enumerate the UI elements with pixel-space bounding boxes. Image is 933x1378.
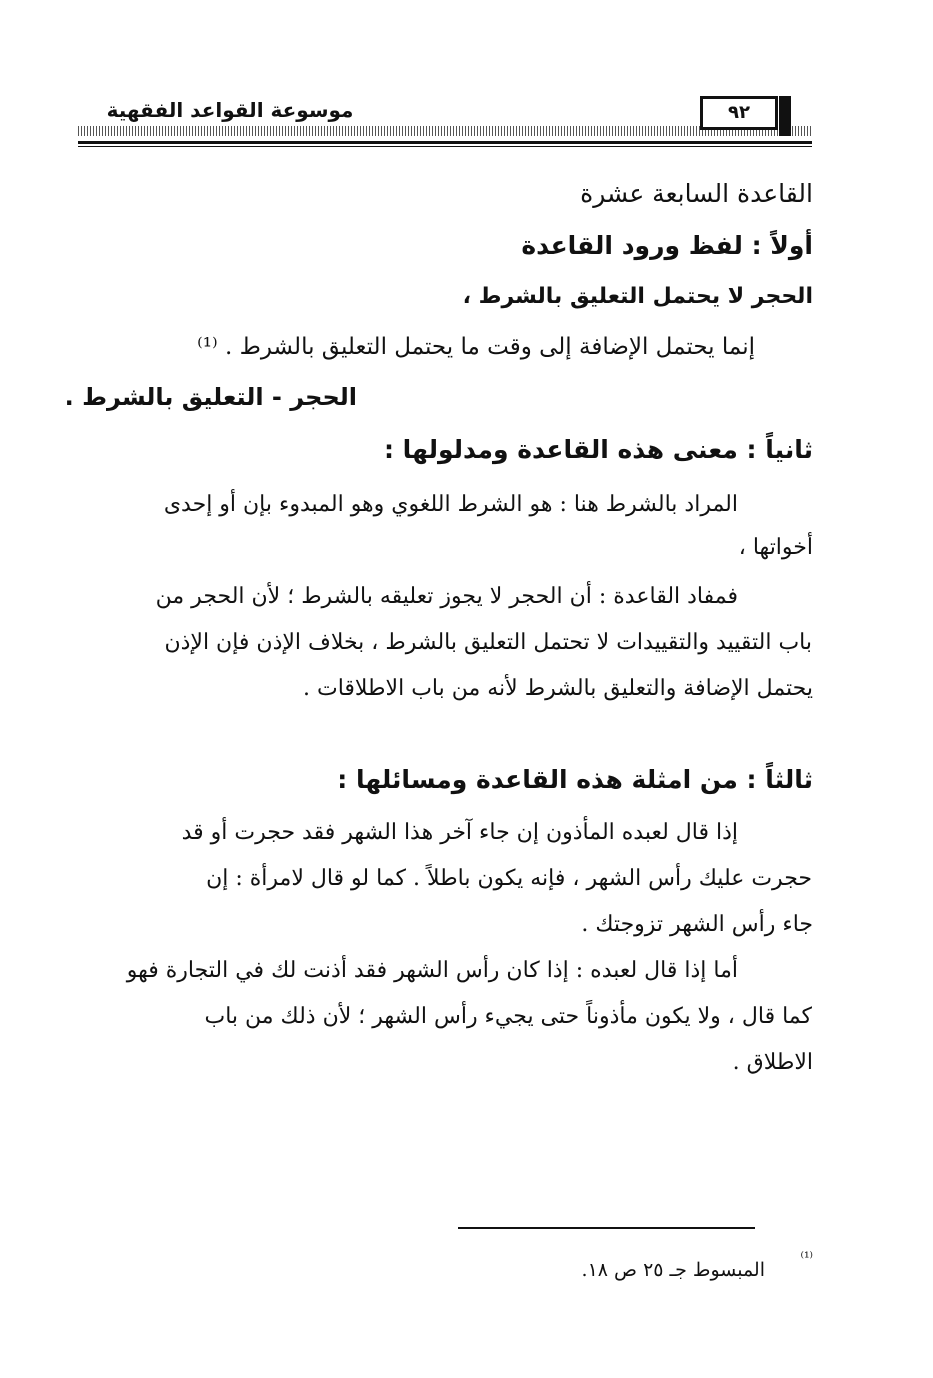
benefit-line-3: يحتمل الإضافة والتعليق بالشرط لأنه من باب الاطلاقات . (303, 676, 813, 701)
header-rule (78, 141, 812, 144)
meaning-line-1: المراد بالشرط هنا : هو الشرط اللغوي وهو المبدوء بإن أو إحدى (163, 492, 738, 517)
footnote-separator (458, 1227, 755, 1229)
example1-line-1: إذا قال لعبده المأذون إن جاء آخر هذا الشهر فقد حجرت أو قد (181, 820, 738, 845)
meaning-paragraph (78, 482, 738, 528)
benefit-line-2: باب التقييد والتقييدات لا تحتمل التعليق بالشرط ، بخلاف الإذن فإن الإذن (164, 630, 812, 655)
example2-paragraph (78, 948, 738, 994)
example1-line-3: جاء رأس الشهر تزوجتك . (581, 912, 813, 937)
section-heading-2: ثانياً : معنى هذه القاعدة ومدلولها : (383, 435, 813, 464)
benefit-line-1: فمفاد القاعدة : أن الحجر لا يجوز تعليقه بالشرط ؛ لأن الحجر من (155, 584, 738, 609)
example2-line-2: كما قال ، ولا يكون مأذوناً حتى يجيء رأس الشهر ؛ لأن ذلك من باب (204, 1004, 812, 1029)
page-number: ٩٢ (700, 96, 778, 130)
example1-line-2: حجرت عليك رأس الشهر ، فإنه يكون باطلاً . كما لو قال لامرأة : إن (206, 866, 812, 891)
example2-line-3: الاطلاق . (732, 1050, 813, 1075)
header-rule-thin (78, 146, 812, 147)
footnote-text: المبسوط جـ ٢٥ ص ١٨. (581, 1259, 765, 1281)
section-heading-3: ثالثاً : من امثلة هذه القاعدة ومسائلها : (337, 765, 813, 794)
keywords: الحجر - التعليق بالشرط . (64, 383, 357, 411)
rule-title: القاعدة السابعة عشرة (580, 179, 813, 208)
section-heading-1: أولاً : لفظ ورود القاعدة (521, 231, 813, 260)
page-number-box-shadow (779, 96, 791, 136)
benefit-paragraph-cont (78, 620, 812, 666)
benefit-paragraph (78, 574, 738, 620)
example2-paragraph-cont (78, 994, 812, 1040)
rule-text: الحجر لا يحتمل التعليق بالشرط ، (462, 284, 813, 309)
example1-paragraph-cont (78, 856, 812, 902)
footnote-marker: ⁽¹⁾ (800, 1250, 813, 1266)
example1-paragraph (78, 810, 738, 856)
running-header-title: موسوعة القواعد الفقهية (80, 96, 380, 124)
rule-continuation: إنما يحتمل الإضافة إلى وقت ما يحتمل التعليق بالشرط . ⁽¹⁾ (197, 334, 755, 360)
example2-line-1: أما إذا قال لعبده : إذا كان رأس الشهر فقد أذنت لك في التجارة فهو (126, 958, 738, 983)
meaning-line-2: أخواتها ، (738, 535, 813, 560)
